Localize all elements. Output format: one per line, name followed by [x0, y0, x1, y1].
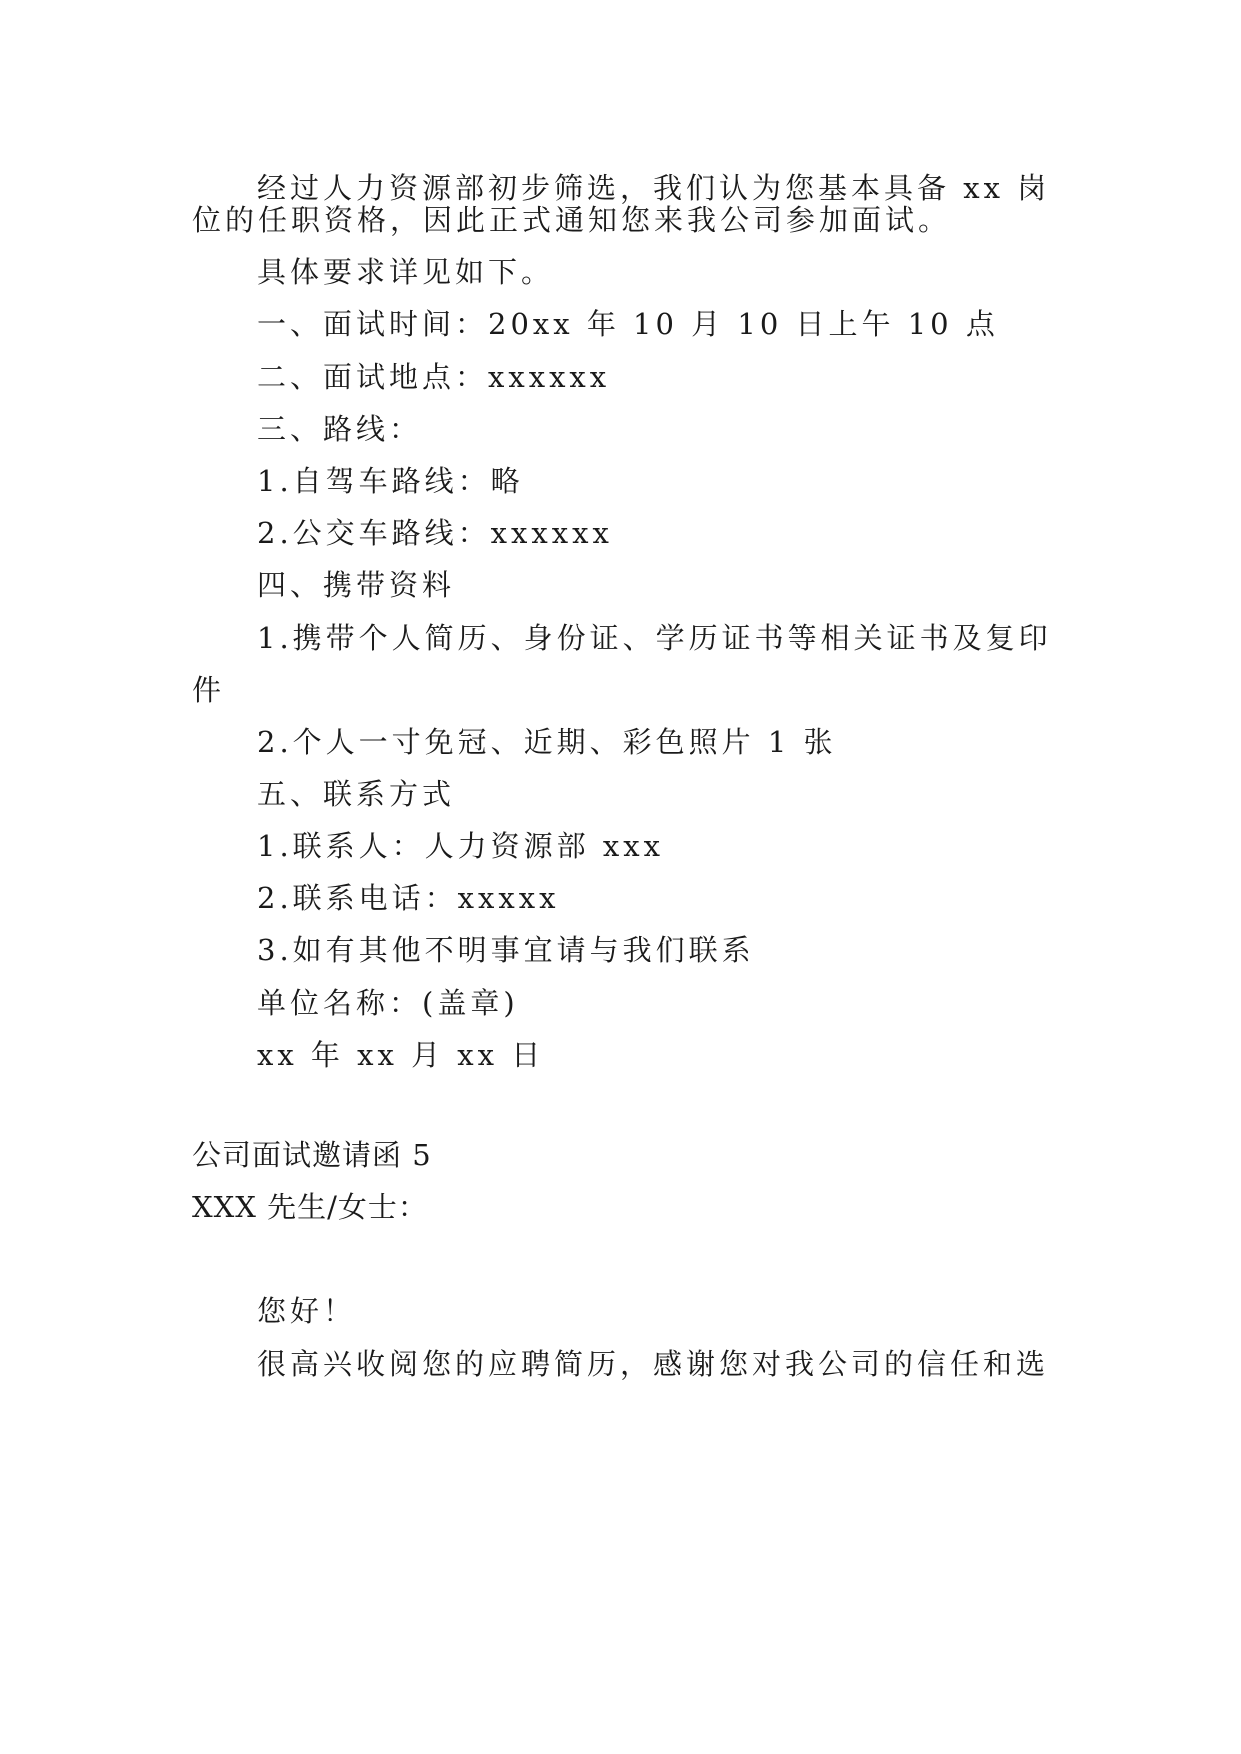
- material-item-continuation: 件: [192, 673, 226, 707]
- letter-greeting: 您好！: [257, 1294, 357, 1328]
- contact-heading: 五、联系方式: [257, 777, 456, 811]
- letter-salutation: XXX 先生/女士：: [192, 1190, 428, 1224]
- letter-date: xx 年 xx 月 xx 日: [257, 1038, 545, 1072]
- letter-title: 公司面试邀请函 5: [192, 1138, 432, 1172]
- paragraph-line: 经过人力资源部初步筛选，我们认为您基本具备 xx 岗: [257, 171, 1051, 205]
- route-heading: 三、路线：: [257, 412, 423, 446]
- unit-name: 单位名称：(盖章): [257, 986, 519, 1020]
- contact-item: 2.联系电话：xxxxx: [257, 881, 560, 915]
- letter-body-line: 很高兴收阅您的应聘简历，感谢您对我公司的信任和选: [257, 1347, 1050, 1381]
- paragraph-line: 位的任职资格，因此正式通知您来我公司参加面试。: [192, 203, 952, 237]
- route-item: 1.自驾车路线：略: [257, 464, 524, 498]
- interview-time: 一、面试时间：20xx 年 10 月 10 日上午 10 点: [257, 307, 999, 341]
- requirements-intro: 具体要求详见如下。: [257, 255, 555, 289]
- contact-item: 1.联系人：人力资源部 xxx: [257, 829, 664, 863]
- route-item: 2.公交车路线：xxxxxx: [257, 516, 613, 550]
- material-item: 1.携带个人简历、身份证、学历证书等相关证书及复印: [257, 621, 1052, 655]
- contact-item: 3.如有其他不明事宜请与我们联系: [257, 933, 755, 967]
- material-item: 2.个人一寸免冠、近期、彩色照片 1 张: [257, 725, 837, 759]
- materials-heading: 四、携带资料: [257, 568, 456, 602]
- interview-place: 二、面试地点：xxxxxx: [257, 360, 611, 394]
